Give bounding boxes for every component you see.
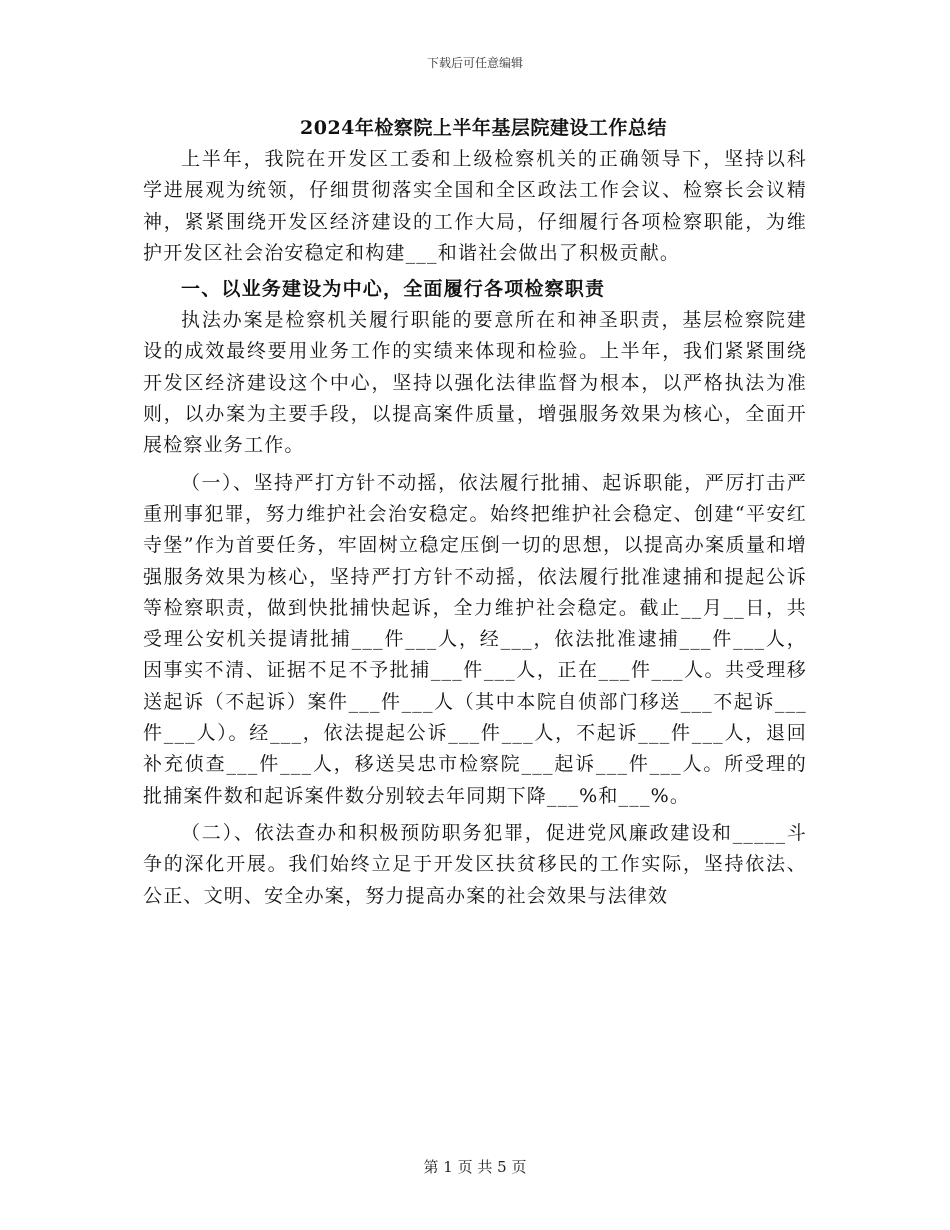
section-paragraph: 执法办案是检察机关履行职能的要意所在和神圣职责，基层检察院建设的成效最终要用业务工作的实绩来体现和检验。上半年，我们紧紧围绕开发区经济建设这个中心，坚持以强化法律监督为根本，以严格执法为准则，以办案为主要手段，以提高案件质量，增强服务效果为核心，全面开展检察业务工作。 [143,309,807,457]
intro-paragraph: 上半年，我院在开发区工委和上级检察机关的正确领导下，坚持以科学进展观为统领，仔细贯彻落实全国和全区政法工作会议、检察长会议精神，紧紧围绕开发区经济建设的工作大局，仔细履行各项检察职能，为维护开发区社会治安稳定和构建___和谐社会做出了积极贡献。 [143,148,807,264]
subsection-1-paragraph: （一）、坚持严打方针不动摇，依法履行批捕、起诉职能，严厉打击严重刑事犯罪，努力维护社会治安稳定。始终把维护社会稳定、创建“平安红寺堡”作为首要任务，牢固树立稳定压倒一切的思想，以提高办案质量和增强服务效果为核心，坚持严打方针不动摇，依法履行批准逮捕和提起公诉等检察职责，做到快批捕快起诉，全力维护社会稳定。截止__月__日，共受理公安机关提请批捕___件___人，经___，依法批准逮捕___件___人，因事实不清、证据不足不予批捕___件___人，正在___件___人。共受理移送起诉（不起诉）案件___件___人（其中本院自侦部门移送___不起诉___件___人）。经___，依法提起公诉___件___人，不起诉___件___人，退回补充侦查___件___人，移送吴忠市检察院___起诉___件___人。所受理的批捕案件数和起诉案件数分别较去年同期下降___%和___%。 [143,471,807,807]
section-heading: 一、以业务建设为中心，全面履行各项检察职责 [181,278,606,301]
page-header: 下载后可任意编辑 [426,56,523,70]
page-footer: 第 1 页 共 5 页 [423,1158,527,1176]
subsection-2-paragraph: （二）、依法查办和积极预防职务犯罪，促进党风廉政建设和_____斗争的深化开展。我们始终立足于开发区扶贫移民的工作实际，坚持依法、公正、文明、安全办案，努力提高办案的社会效果与法律效 [143,821,807,907]
document-body [143,112,807,912]
document-title: 2024年检察院上半年基层院建设工作总结 [300,117,667,139]
